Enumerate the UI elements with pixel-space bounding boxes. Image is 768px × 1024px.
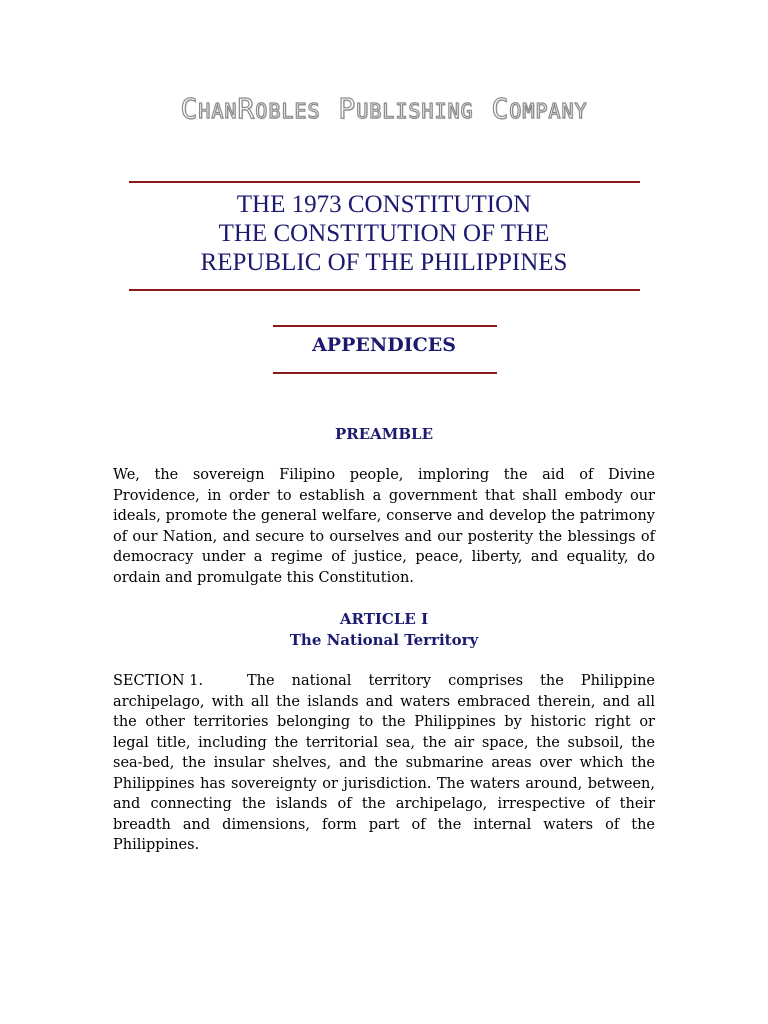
article-subheading: The National Territory xyxy=(289,631,479,649)
publisher-name: ChanRobles Publishing Company xyxy=(180,92,588,125)
title-line-1: THE 1973 CONSTITUTION xyxy=(236,191,532,218)
document-title xyxy=(0,190,768,277)
appendices-top-rule xyxy=(273,325,497,327)
title-line-3: REPUBLIC OF THE PHILIPPINES xyxy=(200,249,568,276)
preamble-text: We, the sovereign Filipino people, imploring the aid of Divine Providence, in order to establish a government that shall embody our ideals, promote the general welfare, conserve and develop the patrimony of our Nation, and secure to ourselves and our posterity the blessings of democracy under a regime of justice, peace, liberty, and equality, do ordain and promulgate this Constitution. xyxy=(113,467,655,586)
title-line-2: THE CONSTITUTION OF THE xyxy=(218,220,550,247)
title-bottom-rule xyxy=(129,289,640,291)
section-1-label: SECTION 1. xyxy=(113,673,204,689)
appendices-bottom-rule xyxy=(273,372,497,374)
section-1-paragraph xyxy=(113,671,655,856)
preamble-heading: PREAMBLE xyxy=(334,425,434,443)
appendices-heading: APPENDICES xyxy=(312,334,456,356)
article-heading: ARTICLE I xyxy=(339,610,429,628)
section-1-text: The national territory comprises the Philippine archipelago, with all the islands and waters embraced therein, and all the other territories belonging to the Philippines by historic right or legal title, including the territorial sea, the air space, the subsoil, the sea-bed, the insular shelves, and the submarine areas over which the Philippines has sovereignty or jurisdiction. The waters around, between, and connecting the islands of the archipelago, irrespective of their breadth and dimensions, form part of the internal waters of the Philippines. xyxy=(113,673,655,853)
title-top-rule xyxy=(129,181,640,183)
